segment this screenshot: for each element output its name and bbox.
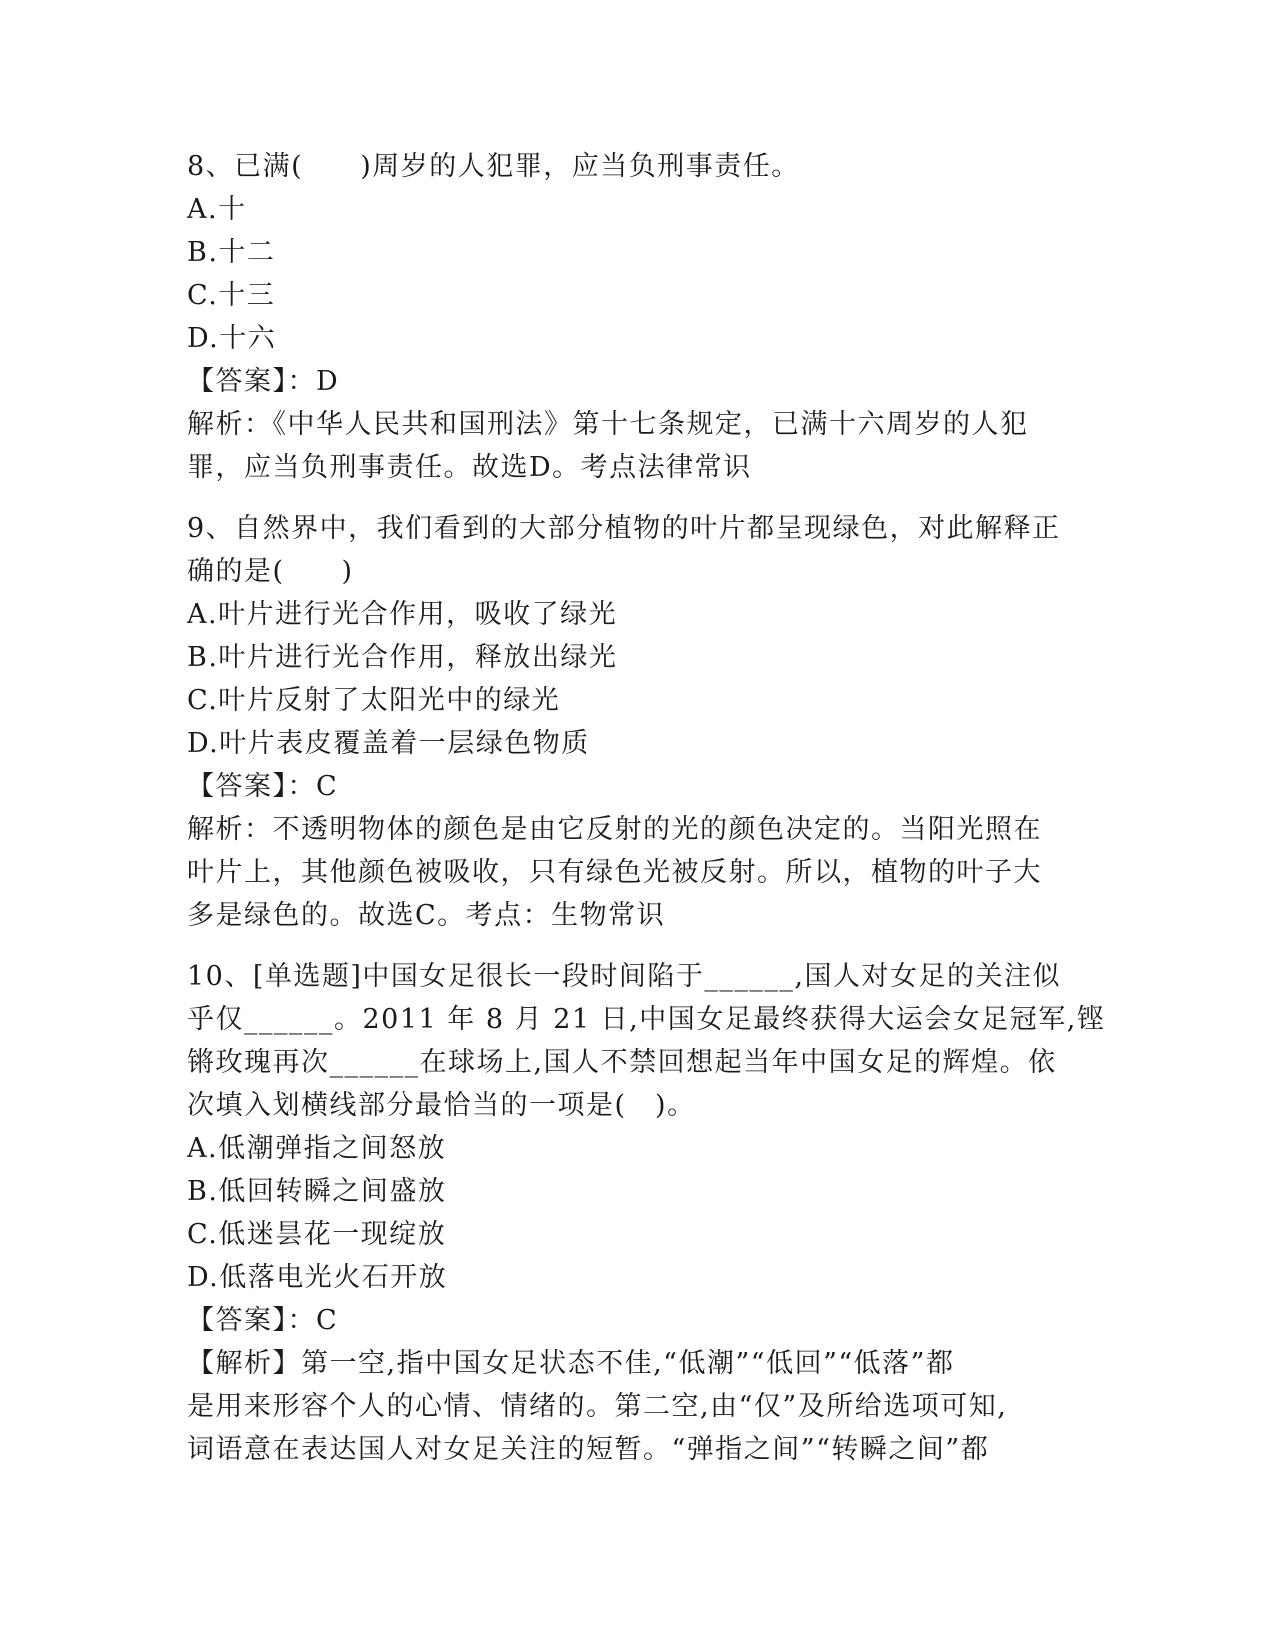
option-c: C.低迷昙花一现绽放 (187, 1219, 447, 1250)
question-9 (187, 507, 1087, 937)
question-stem: 8、已满( )周岁的人犯罪，应当负刑事责任。 (187, 151, 800, 182)
analysis-line: 是用来形容个人的心情、情绪的。第二空,由“仅”及所给选项可知, (187, 1391, 1008, 1422)
option-a: A.叶片进行光合作用，吸收了绿光 (187, 599, 618, 630)
option-d: D.叶片表皮覆盖着一层绿色物质 (187, 728, 590, 759)
question-10 (187, 955, 1106, 1471)
analysis-line: 解析：不透明物体的颜色是由它反射的光的颜色决定的。当阳光照在 (187, 814, 1042, 845)
answer: 【答案】：D (187, 366, 340, 397)
option-b: B.叶片进行光合作用，释放出绿光 (187, 642, 618, 673)
option-d: D.十六 (187, 323, 277, 354)
option-c: C.十三 (187, 280, 276, 311)
question-8 (187, 145, 1087, 489)
question-stem: 次填入划横线部分最恰当的一项是( )。 (187, 1090, 696, 1121)
analysis-line: 解析：《中华人民共和国刑法》第十七条规定，已满十六周岁的人犯 (187, 409, 1029, 440)
option-a: A.十 (187, 194, 247, 225)
option-b: B.低回转瞬之间盛放 (187, 1176, 447, 1207)
analysis-line: 罪，应当负刑事责任。故选D。考点法律常识 (187, 452, 752, 483)
option-a: A.低潮弹指之间怒放 (187, 1133, 447, 1164)
question-stem: 10、[单选题]中国女足很长一段时间陷于______,国人对女足的关注似 (187, 961, 1062, 992)
analysis-line: 多是绿色的。故选C。考点：生物常识 (187, 900, 666, 931)
question-stem: 锵玫瑰再次______在球场上,国人不禁回想起当年中国女足的辉煌。依 (187, 1047, 1057, 1078)
answer: 【答案】：C (187, 1305, 339, 1336)
analysis-line: 叶片上，其他颜色被吸收，只有绿色光被反射。所以，植物的叶子大 (187, 857, 1042, 888)
option-d: D.低落电光火石开放 (187, 1262, 448, 1293)
analysis-line: 【解析】第一空,指中国女足状态不佳,“低潮”“低回”“低落”都 (187, 1348, 955, 1379)
question-stem: 乎仅______。2011 年 8 月 21 日,中国女足最终获得大运会女足冠军,铿 (187, 1004, 1106, 1035)
question-stem: 9、自然界中，我们看到的大部分植物的叶片都呈现绿色，对此解释正 (187, 513, 1061, 544)
answer: 【答案】：C (187, 771, 339, 802)
document-page (187, 145, 1106, 1489)
analysis-line: 词语意在表达国人对女足关注的短暂。“弹指之间”“转瞬之间”都 (187, 1434, 990, 1465)
option-b: B.十二 (187, 237, 276, 268)
option-c: C.叶片反射了太阳光中的绿光 (187, 685, 561, 716)
question-stem: 确的是( ) (187, 556, 354, 587)
